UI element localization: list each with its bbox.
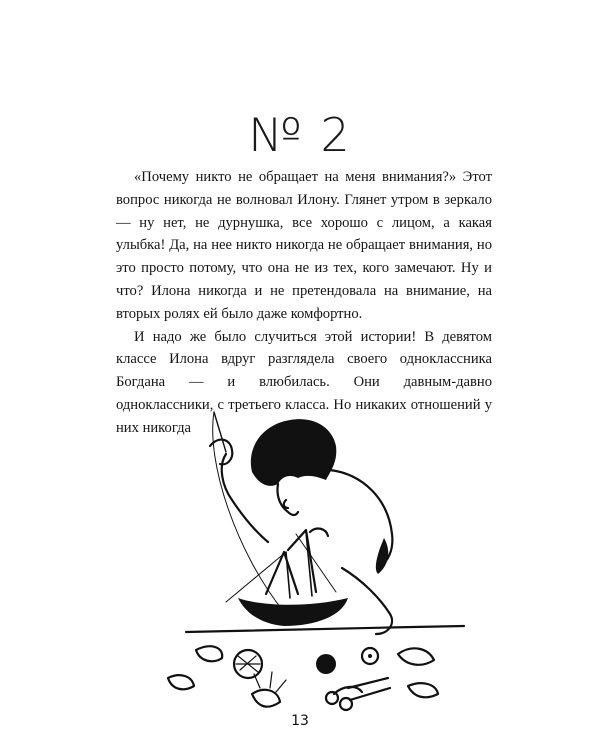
nose xyxy=(284,500,288,508)
fabric-scrap-2 xyxy=(398,648,434,664)
button-hole xyxy=(368,654,372,658)
page-number: 13 xyxy=(291,713,309,729)
face-outline xyxy=(277,484,298,515)
hair-shape xyxy=(251,419,336,486)
pins xyxy=(254,672,286,692)
table-edge xyxy=(186,626,464,632)
ship-hull xyxy=(238,598,348,626)
thread-spool xyxy=(316,654,336,674)
paragraph-1: «Почему никто не обращает на меня внимания?» Этот вопрос никогда не волновал Илону. Глянет утром в зеркало — ну нет, не дурнушка, все хорошо с лицом, а какая улыбка! Да, на нее никто никогда не обращает внимания, но это просто потому, что она не из тех, кого замечают. Ну и что? Илона никогда и не претендовала на внимание, на вторых ролях ей было даже комфортно. xyxy=(116,169,492,322)
scissors-ring-2 xyxy=(340,698,352,710)
fabric-scrap-1 xyxy=(196,646,222,661)
yarn-lines xyxy=(236,656,260,672)
body-text xyxy=(116,166,492,440)
needle xyxy=(214,412,226,452)
arm-on-table xyxy=(342,568,392,634)
chapter-title: № 2 xyxy=(248,108,352,162)
paragraph-2: И надо же было случиться этой истории! В девятом классе Илона вдруг разглядела своего одноклассника Богдана — и влюбилась. Они давным-давно одноклассники, с третьего класса. Но никаких отношений у них никогда xyxy=(116,328,492,436)
girl-sewing-illustration xyxy=(166,402,466,720)
book-page xyxy=(16,16,584,734)
fabric-scrap-3 xyxy=(408,683,438,697)
shoulder-dark xyxy=(376,538,388,574)
scissors-ring-1 xyxy=(326,692,338,704)
scissors xyxy=(334,678,390,700)
fabric-scrap-4 xyxy=(168,675,194,689)
